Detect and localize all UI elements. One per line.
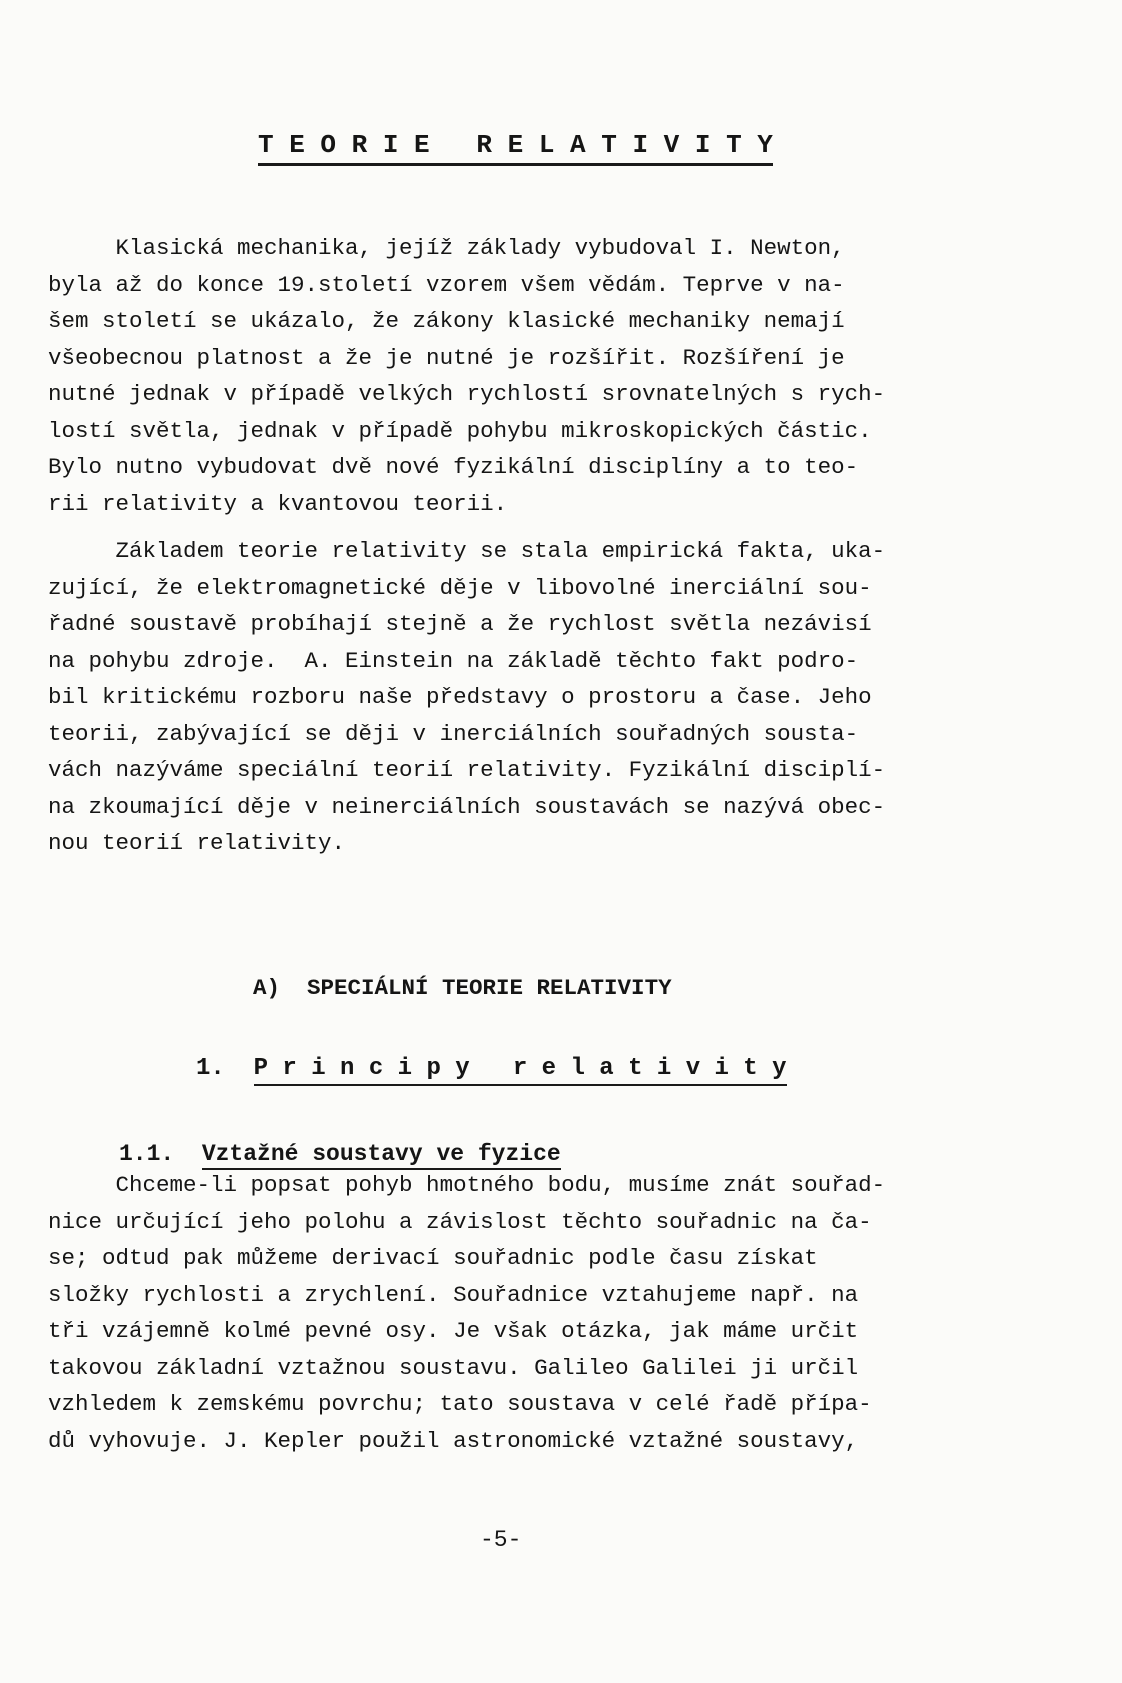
text-line: Klasická mechanika, jejíž základy vybudoval I. Newton,	[48, 235, 845, 261]
text-line: se; odtud pak můžeme derivací souřadnic podle času získat	[48, 1245, 818, 1271]
section-heading: A) SPECIÁLNÍ TEORIE RELATIVITY	[253, 975, 672, 1001]
chapter-heading	[196, 1055, 787, 1082]
text-line: nutné jednak v případě velkých rychlostí srovnatelných s rych-	[48, 381, 886, 407]
text-line: zující, že elektromagnetické děje v libovolné inerciální sou-	[48, 574, 872, 601]
text-line: všeobecnou platnost a že je nutné je rozšířit. Rozšíření je	[48, 344, 845, 371]
text-line: složky rychlosti a zrychlení. Souřadnice vztahujeme např. na	[48, 1281, 859, 1308]
text-line: Chceme-li popsat pohyb hmotného bodu, musíme znát souřad-	[48, 1172, 886, 1198]
text-line: teorii, zabývající se ději v inerciálních souřadných sousta-	[48, 720, 859, 747]
text-line: Základem teorie relativity se stala empirická fakta, uka-	[48, 538, 886, 564]
text-line: na pohybu zdroje. A. Einstein na základě těchto fakt podro-	[48, 647, 859, 674]
chapter-number: 1.	[196, 1055, 225, 1082]
paragraph-reference-frames	[48, 1167, 988, 1459]
subsection-number: 1.1.	[119, 1141, 175, 1167]
text-line: byla až do konce 19.století vzorem všem vědám. Teprve v na-	[48, 271, 845, 298]
text-line: dů vyhovuje. J. Kepler použil astronomické vztažné soustavy,	[48, 1427, 859, 1454]
paragraph-foundations	[48, 533, 988, 862]
subsection-heading	[119, 1141, 561, 1167]
text-line: vzhledem k zemskému povrchu; tato soustava v celé řadě přípa-	[48, 1391, 872, 1417]
subsection-title: Vztažné soustavy ve fyzice	[202, 1141, 561, 1170]
text-line: bil kritickému rozboru naše představy o prostoru a čase. Jeho	[48, 684, 872, 710]
paragraph-intro	[48, 230, 988, 522]
text-line: lostí světla, jednak v případě pohybu mikroskopických částic.	[48, 417, 872, 444]
chapter-title: P r i n c i p y r e l a t i v i t y	[254, 1055, 787, 1086]
document-title: T E O R I E R E L A T I V I T Y	[258, 130, 773, 166]
text-line: vách nazýváme speciální teorií relativity. Fyzikální disciplí-	[48, 757, 886, 783]
text-line: na zkoumající děje v neinerciálních soustavách se nazývá obec-	[48, 793, 886, 820]
text-line: rii relativity a kvantovou teorii.	[48, 490, 508, 517]
page-number: -5-	[480, 1527, 522, 1553]
text-line: řadné soustavě probíhají stejně a že rychlost světla nezávisí	[48, 611, 872, 637]
text-line: šem století se ukázalo, že zákony klasické mechaniky nemají	[48, 308, 845, 334]
text-line: tři vzájemně kolmé pevné osy. Je však otázka, jak máme určit	[48, 1318, 859, 1344]
text-line: Bylo nutno vybudovat dvě nové fyzikální disciplíny a to teo-	[48, 454, 859, 480]
text-line: nou teorií relativity.	[48, 830, 346, 856]
text-line: nice určující jeho polohu a závislost těchto souřadnic na ča-	[48, 1208, 872, 1235]
text-line: takovou základní vztažnou soustavu. Galileo Galilei ji určil	[48, 1354, 859, 1381]
